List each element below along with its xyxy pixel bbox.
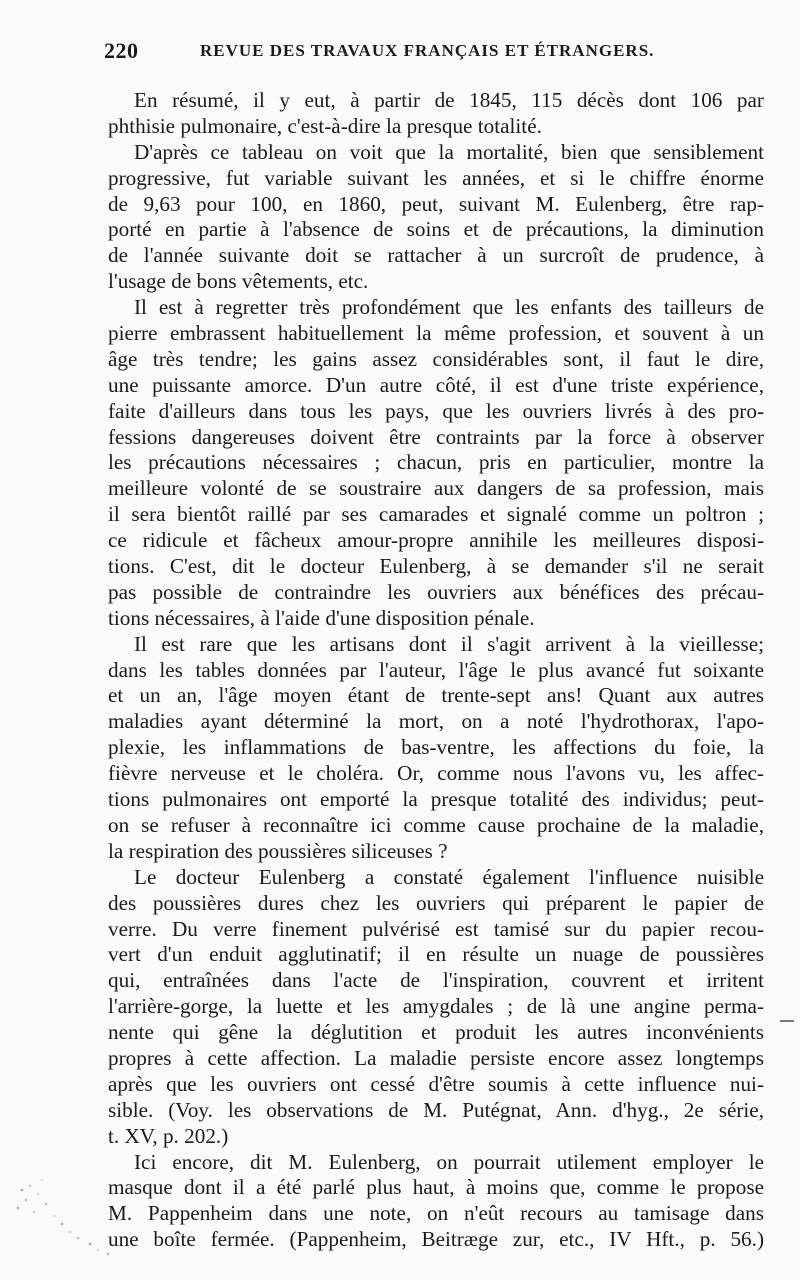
text-line: meilleure volonté de se soustraire aux dangers de sa profession, mais <box>108 476 764 501</box>
text-line: verre. Du verre finement pulvérisé est tamisé sur du papier recou- <box>108 916 764 941</box>
text-line: Ici encore, dit M. Eulenberg, on pourrait utilement employer le <box>134 1149 764 1174</box>
text-line: sible. (Voy. les observations de M. Putégnat, Ann. d'hyg., 2e série, <box>108 1097 764 1122</box>
text-line: nente qui gêne la déglutition et produit les autres inconvénients <box>108 1020 764 1045</box>
text-line: fièvre nerveuse et le choléra. Or, comme nous l'avons vu, les affec- <box>108 761 764 786</box>
text-line: faite d'ailleurs dans tous les pays, que les ouvriers livrés à des pro- <box>108 398 764 423</box>
text-line: maladies ayant déterminé la mort, on a noté l'hydrothorax, l'apo- <box>108 709 764 734</box>
running-title: REVUE DES TRAVAUX FRANÇAIS ET ÉTRANGERS. <box>200 41 655 60</box>
text-line: les précautions nécessaires ; chacun, pris en particulier, montre la <box>108 450 764 475</box>
text-line: masque dont il a été parlé plus haut, à moins que, comme le propose <box>108 1175 764 1200</box>
text-line: Il est à regretter très profondément que les enfants des tailleurs de <box>134 295 764 320</box>
text-line: ce ridicule et fâcheux amour-propre annihile les meilleures disposi- <box>108 528 764 553</box>
text-line: âge très tendre; les gains assez considérables sont, il faut le dire, <box>108 346 764 371</box>
text-line: la respiration des poussières siliceuses ? <box>108 838 448 863</box>
text-line: tions pulmonaires ont emporté la presque totalité des individus; peut- <box>108 787 764 812</box>
text-line: M. Pappenheim dans une note, on n'eût recours au tamisage dans <box>108 1201 764 1226</box>
text-line: tions. C'est, dit le docteur Eulenberg, à se demander s'il ne serait <box>108 554 764 579</box>
text-line: de l'année suivante doit se rattacher à un surcroît de prudence, à <box>108 243 764 268</box>
text-line: Il est rare que les artisans dont il s'agit arrivent à la vieillesse; <box>134 631 764 656</box>
text-line: l'usage de bons vêtements, etc. <box>108 269 369 294</box>
text-line: et un an, l'âge moyen étant de trente-sept ans! Quant aux autres <box>108 683 764 708</box>
paper-specks <box>0 1120 130 1270</box>
text-line: progressive, fut variable suivant les années, et si le chiffre énorme <box>108 165 764 190</box>
text-line: qui, entraînées dans l'acte de l'inspiration, couvrent et irritent <box>108 968 764 993</box>
text-line: on se refuser à reconnaître ici comme cause prochaine de la maladie, <box>108 812 764 837</box>
text-line: t. XV, p. 202.) <box>108 1123 229 1148</box>
text-line: après que les ouvriers ont cessé d'être soumis à cette influence nui- <box>108 1071 764 1096</box>
text-line: Le docteur Eulenberg a constaté également l'influence nuisible <box>134 864 764 889</box>
text-line: tions nécessaires, à l'aide d'une disposition pénale. <box>108 605 535 630</box>
text-line: phthisie pulmonaire, c'est-à-dire la presque totalité. <box>108 113 542 138</box>
running-header <box>104 38 764 68</box>
text-line: porté en partie à l'absence de soins et de précautions, la diminution <box>108 217 764 242</box>
text-line: propres à cette affection. La maladie persiste encore assez longtemps <box>108 1045 764 1070</box>
text-line: une puissante amorce. D'un autre côté, il est d'une triste expérience, <box>108 372 764 397</box>
edge-mark <box>780 1020 794 1022</box>
text-line: pas possible de contraindre les ouvriers aux bénéfices des précau- <box>108 579 764 604</box>
text-line: il sera bientôt raillé par ses camarades et signalé comme un poltron ; <box>108 502 764 527</box>
body-text <box>108 88 764 1253</box>
text-line: fessions dangereuses doivent être contraints par la force à observer <box>108 424 764 449</box>
text-line: pierre embrassent habituellement la même profession, et souvent à un <box>108 321 764 346</box>
text-line: une boîte fermée. (Pappenheim, Beitræge zur, etc., IV Hft., p. 56.) <box>108 1227 764 1252</box>
text-line: l'arrière-gorge, la luette et les amygdales ; de là une angine perma- <box>108 994 764 1019</box>
page-number: 220 <box>104 38 139 63</box>
text-line: vert d'un enduit agglutinatif; il en résulte un nuage de poussières <box>108 942 764 967</box>
text-line: dans les tables données par l'auteur, l'âge le plus avancé fut soixante <box>108 657 764 682</box>
text-line: de 9,63 pour 100, en 1860, peut, suivant M. Eulenberg, être rap- <box>108 191 764 216</box>
text-line: plexie, les inflammations de bas-ventre, les affections du foie, la <box>108 735 764 760</box>
text-line: des poussières dures chez les ouvriers qui préparent le papier de <box>108 890 764 915</box>
text-line: En résumé, il y eut, à partir de 1845, 115 décès dont 106 par <box>134 88 764 112</box>
text-line: D'après ce tableau on voit que la mortalité, bien que sensiblement <box>134 139 764 164</box>
